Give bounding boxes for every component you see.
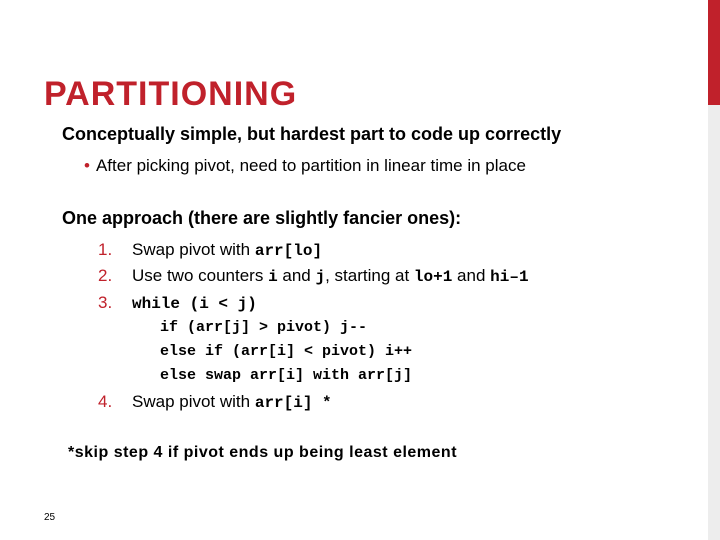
page-number: 25 xyxy=(44,512,56,523)
step-code: hi–1 xyxy=(490,268,529,286)
sidebar-accent-bar xyxy=(708,0,720,105)
step-code: i xyxy=(268,268,278,286)
footnote: *skip step 4 if pivot ends up being least element xyxy=(68,444,458,461)
step-number: 2. xyxy=(98,266,113,285)
step-code: arr[lo] xyxy=(254,242,323,260)
code-line-3: else swap arr[i] with arr[j] xyxy=(160,367,413,384)
step-number: 1. xyxy=(98,240,113,259)
step-3 xyxy=(98,291,257,316)
step-2 xyxy=(98,264,529,289)
subheading-conceptually: Conceptually simple, but hardest part to code up correctly xyxy=(62,124,562,144)
bullet-text: After picking pivot, need to partition in linear time in place xyxy=(95,156,526,175)
step-code: lo+1 xyxy=(413,268,453,286)
step-code: j xyxy=(315,268,326,286)
bullet-marker: • xyxy=(84,156,90,175)
code-line-1: if (arr[j] > pivot) j-- xyxy=(160,319,368,336)
step-code: while (i < j) xyxy=(132,295,257,313)
step-number: 3. xyxy=(98,293,113,312)
step-1 xyxy=(98,238,322,263)
step-number: 4. xyxy=(98,392,113,411)
step-text: , starting at xyxy=(325,266,414,285)
step-text: Use two counters xyxy=(132,266,269,285)
step-text: and xyxy=(452,266,491,285)
step-4 xyxy=(98,390,332,415)
step-text: and xyxy=(277,266,316,285)
step-text: Swap pivot with xyxy=(132,392,255,411)
code-line-2: else if (arr[i] < pivot) i++ xyxy=(160,343,413,360)
step-text: Swap pivot with xyxy=(132,240,255,259)
bullet-linear-time xyxy=(84,154,526,178)
step-code: arr[i] * xyxy=(254,394,332,412)
subheading-approach: One approach (there are slightly fancier ones): xyxy=(62,208,462,228)
slide-title: PARTITIONING xyxy=(44,75,298,113)
